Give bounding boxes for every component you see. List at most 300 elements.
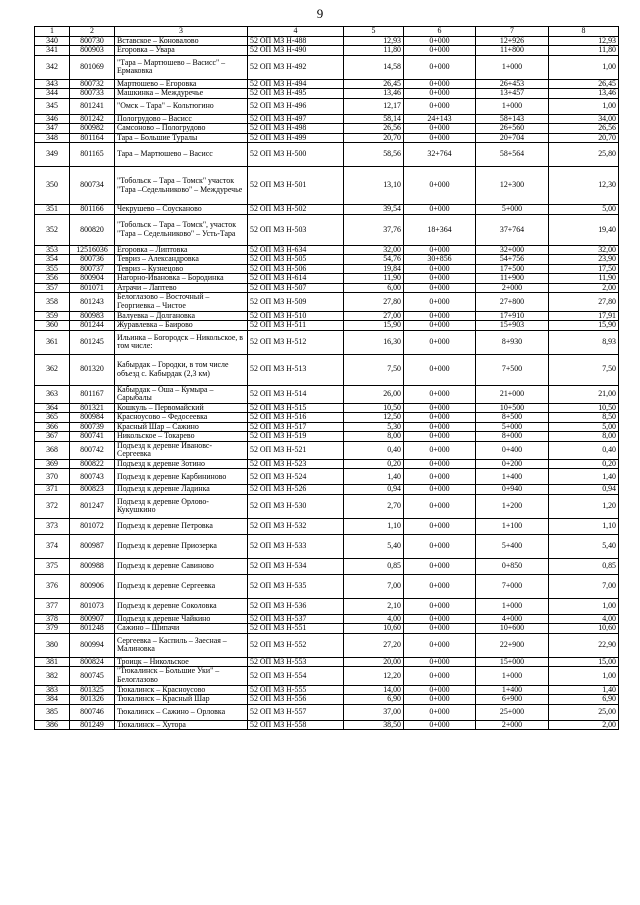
start-km-cell: 0+000 — [404, 518, 476, 534]
road-id-cell: 800984 — [70, 413, 115, 423]
length-cell: 32,00 — [549, 245, 619, 255]
end-km-cell: 11+800 — [476, 46, 549, 56]
road-name-cell: Сажино – Шипачи — [115, 624, 248, 634]
table-row — [35, 293, 619, 311]
row-number-cell: 366 — [35, 422, 70, 432]
end-km-cell: 15+903 — [476, 321, 549, 331]
road-code-cell: 52 ОП МЗ Н-537 — [248, 614, 344, 624]
length-cell: 12,30 — [549, 167, 619, 205]
road-code-cell: 52 ОП МЗ Н-513 — [248, 354, 344, 385]
road-id-cell: 800906 — [70, 574, 115, 598]
length-cell: 15,90 — [549, 321, 619, 331]
length-cell: 6,90 — [549, 695, 619, 705]
row-number-cell: 384 — [35, 695, 70, 705]
road-name-cell: "Тобольск – Тара – Томск" участок "Тара –Седельниково" – Междуречье — [115, 167, 248, 205]
table-row — [35, 403, 619, 413]
road-id-cell: 801072 — [70, 518, 115, 534]
road-code-cell: 52 ОП МЗ Н-555 — [248, 685, 344, 695]
total-length-cell: 12,93 — [344, 36, 404, 46]
total-length-cell: 54,76 — [344, 255, 404, 265]
road-name-cell: Тара – Большие Туралы — [115, 133, 248, 143]
road-code-cell: 52 ОП МЗ Н-521 — [248, 441, 344, 459]
row-number-cell: 341 — [35, 46, 70, 56]
total-length-cell: 0,85 — [344, 558, 404, 574]
road-name-cell: Сергеевка – Каспиль – Заесная – Малиновка — [115, 633, 248, 657]
end-km-cell: 1+000 — [476, 55, 549, 79]
road-name-cell: Никольское – Токарево — [115, 432, 248, 442]
total-length-cell: 2,10 — [344, 598, 404, 614]
row-number-cell: 349 — [35, 143, 70, 167]
start-km-cell: 0+000 — [404, 264, 476, 274]
row-number-cell: 360 — [35, 321, 70, 331]
road-name-cell: Тюкалинск – Хутора — [115, 720, 248, 730]
road-id-cell: 800732 — [70, 79, 115, 89]
start-km-cell: 0+000 — [404, 657, 476, 667]
total-length-cell: 0,40 — [344, 441, 404, 459]
row-number-cell: 350 — [35, 167, 70, 205]
road-code-cell: 52 ОП МЗ Н-514 — [248, 385, 344, 403]
road-name-cell: Подъезд к деревне Чайкино — [115, 614, 248, 624]
end-km-cell: 26+453 — [476, 79, 549, 89]
start-km-cell: 30+856 — [404, 255, 476, 265]
road-id-cell: 800745 — [70, 667, 115, 685]
end-km-cell: 6+900 — [476, 695, 549, 705]
table-row — [35, 89, 619, 99]
road-name-cell: Тюкалинск – Красный Шар — [115, 695, 248, 705]
road-code-cell: 52 ОП МЗ Н-495 — [248, 89, 344, 99]
start-km-cell: 0+000 — [404, 354, 476, 385]
total-length-cell: 12,17 — [344, 98, 404, 114]
length-cell: 1,20 — [549, 494, 619, 518]
road-id-cell: 800742 — [70, 441, 115, 459]
road-id-cell: 801071 — [70, 283, 115, 293]
road-id-cell: 801166 — [70, 205, 115, 215]
total-length-cell: 14,58 — [344, 55, 404, 79]
header-cell: 1 — [35, 27, 70, 37]
total-length-cell: 5,40 — [344, 534, 404, 558]
table-row — [35, 413, 619, 423]
header-cell: 2 — [70, 27, 115, 37]
row-number-cell: 381 — [35, 657, 70, 667]
road-name-cell: Атрачи – Лаптево — [115, 283, 248, 293]
end-km-cell: 8+000 — [476, 432, 549, 442]
table-row — [35, 695, 619, 705]
start-km-cell: 0+000 — [404, 614, 476, 624]
road-code-cell: 52 ОП МЗ Н-558 — [248, 720, 344, 730]
table-row — [35, 255, 619, 265]
road-id-cell: 801249 — [70, 720, 115, 730]
row-number-cell: 369 — [35, 459, 70, 469]
end-km-cell: 25+000 — [476, 704, 549, 720]
row-number-cell: 373 — [35, 518, 70, 534]
table-row — [35, 485, 619, 495]
total-length-cell: 6,00 — [344, 283, 404, 293]
road-name-cell: Кабырдак – Городки, в том числе объезд с. Кабырдак (2,3 км) — [115, 354, 248, 385]
row-number-cell: 375 — [35, 558, 70, 574]
table-row — [35, 311, 619, 321]
start-km-cell: 0+000 — [404, 133, 476, 143]
start-km-cell: 18+364 — [404, 214, 476, 245]
end-km-cell: 11+900 — [476, 274, 549, 284]
road-name-cell: Подъезд к деревне Карбининово — [115, 469, 248, 485]
length-cell: 0,40 — [549, 441, 619, 459]
total-length-cell: 19,84 — [344, 264, 404, 274]
road-code-cell: 52 ОП МЗ Н-516 — [248, 413, 344, 423]
road-id-cell: 800822 — [70, 459, 115, 469]
length-cell: 1,10 — [549, 518, 619, 534]
road-code-cell: 52 ОП МЗ Н-494 — [248, 79, 344, 89]
road-code-cell: 52 ОП МЗ Н-506 — [248, 264, 344, 274]
table-row — [35, 214, 619, 245]
road-id-cell: 800904 — [70, 274, 115, 284]
end-km-cell: 12+926 — [476, 36, 549, 46]
table-row — [35, 667, 619, 685]
page-number: 9 — [316, 6, 324, 21]
length-cell: 8,00 — [549, 432, 619, 442]
start-km-cell: 0+000 — [404, 598, 476, 614]
road-id-cell: 801241 — [70, 98, 115, 114]
road-name-cell: Подъезд к деревне Зотино — [115, 459, 248, 469]
road-id-cell: 801326 — [70, 695, 115, 705]
start-km-cell: 0+000 — [404, 574, 476, 598]
start-km-cell: 0+000 — [404, 283, 476, 293]
road-name-cell: Тюкалинск – Сажино – Орловка — [115, 704, 248, 720]
start-km-cell: 0+000 — [404, 55, 476, 79]
total-length-cell: 16,30 — [344, 330, 404, 354]
start-km-cell: 0+000 — [404, 624, 476, 634]
total-length-cell: 8,00 — [344, 432, 404, 442]
road-name-cell: Подъезд к деревне Петровка — [115, 518, 248, 534]
road-code-cell: 52 ОП МЗ Н-512 — [248, 330, 344, 354]
road-name-cell: Подъезд к деревне Ивановс-Сергеевка — [115, 441, 248, 459]
road-name-cell: Тюкалинск – Красноусово — [115, 685, 248, 695]
road-code-cell: 52 ОП МЗ Н-519 — [248, 432, 344, 442]
end-km-cell: 1+400 — [476, 685, 549, 695]
end-km-cell: 1+100 — [476, 518, 549, 534]
road-id-cell: 801248 — [70, 624, 115, 634]
road-code-cell: 52 ОП МЗ Н-498 — [248, 124, 344, 134]
road-id-cell: 801073 — [70, 598, 115, 614]
total-length-cell: 1,40 — [344, 469, 404, 485]
start-km-cell: 0+000 — [404, 413, 476, 423]
end-km-cell: 5+400 — [476, 534, 549, 558]
road-id-cell: 801320 — [70, 354, 115, 385]
start-km-cell: 0+000 — [404, 205, 476, 215]
road-name-cell: Журавлевка – Баирово — [115, 321, 248, 331]
header-cell: 4 — [248, 27, 344, 37]
start-km-cell: 0+000 — [404, 124, 476, 134]
road-code-cell: 52 ОП МЗ Н-552 — [248, 633, 344, 657]
length-cell: 13,46 — [549, 89, 619, 99]
end-km-cell: 0+940 — [476, 485, 549, 495]
row-number-cell: 361 — [35, 330, 70, 354]
start-km-cell: 0+000 — [404, 422, 476, 432]
row-number-cell: 345 — [35, 98, 70, 114]
road-id-cell: 800907 — [70, 614, 115, 624]
total-length-cell: 0,94 — [344, 485, 404, 495]
total-length-cell: 38,50 — [344, 720, 404, 730]
row-number-cell: 385 — [35, 704, 70, 720]
road-id-cell: 800988 — [70, 558, 115, 574]
row-number-cell: 358 — [35, 293, 70, 311]
row-number-cell: 365 — [35, 413, 70, 423]
row-number-cell: 353 — [35, 245, 70, 255]
length-cell: 23,90 — [549, 255, 619, 265]
start-km-cell: 0+000 — [404, 469, 476, 485]
road-id-cell: 801325 — [70, 685, 115, 695]
road-name-cell: Подъезд к деревне Орлово-Кукушкино — [115, 494, 248, 518]
length-cell: 2,00 — [549, 283, 619, 293]
road-name-cell: "Тюкалинск – Большие Уки" – Белоглазово — [115, 667, 248, 685]
row-number-cell: 343 — [35, 79, 70, 89]
table-row — [35, 143, 619, 167]
table-row — [35, 98, 619, 114]
start-km-cell: 0+000 — [404, 441, 476, 459]
end-km-cell: 8+500 — [476, 413, 549, 423]
length-cell: 10,50 — [549, 403, 619, 413]
road-code-cell: 52 ОП МЗ Н-511 — [248, 321, 344, 331]
table-row — [35, 459, 619, 469]
road-name-cell: Подъезд к деревне Соколовка — [115, 598, 248, 614]
length-cell: 21,00 — [549, 385, 619, 403]
start-km-cell: 0+000 — [404, 704, 476, 720]
end-km-cell: 0+850 — [476, 558, 549, 574]
road-name-cell: Чекрушево – Соусканово — [115, 205, 248, 215]
road-id-cell: 800982 — [70, 124, 115, 134]
road-code-cell: 52 ОП МЗ Н-554 — [248, 667, 344, 685]
road-id-cell: 800823 — [70, 485, 115, 495]
road-name-cell: "Тобольск – Тара – Томск", участок "Тара – Седельниково" – Усть-Тара — [115, 214, 248, 245]
row-number-cell: 386 — [35, 720, 70, 730]
row-number-cell: 340 — [35, 36, 70, 46]
end-km-cell: 0+200 — [476, 459, 549, 469]
length-cell: 34,00 — [549, 114, 619, 124]
road-code-cell: 52 ОП МЗ Н-510 — [248, 311, 344, 321]
end-km-cell: 10+600 — [476, 624, 549, 634]
end-km-cell: 21+000 — [476, 385, 549, 403]
road-name-cell: Тара – Мартюшево – Васисс — [115, 143, 248, 167]
total-length-cell: 7,50 — [344, 354, 404, 385]
end-km-cell: 5+000 — [476, 205, 549, 215]
length-cell: 5,00 — [549, 205, 619, 215]
total-length-cell: 1,10 — [344, 518, 404, 534]
road-id-cell: 800994 — [70, 633, 115, 657]
length-cell: 5,40 — [549, 534, 619, 558]
end-km-cell: 1+400 — [476, 469, 549, 485]
table-row — [35, 469, 619, 485]
length-cell: 19,40 — [549, 214, 619, 245]
length-cell: 12,93 — [549, 36, 619, 46]
road-id-cell: 801165 — [70, 143, 115, 167]
row-number-cell: 362 — [35, 354, 70, 385]
start-km-cell: 0+000 — [404, 485, 476, 495]
end-km-cell: 10+500 — [476, 403, 549, 413]
length-cell: 17,91 — [549, 311, 619, 321]
road-name-cell: Егоровка – Уварa — [115, 46, 248, 56]
table-row — [35, 518, 619, 534]
row-number-cell: 348 — [35, 133, 70, 143]
start-km-cell: 0+000 — [404, 321, 476, 331]
end-km-cell: 20+704 — [476, 133, 549, 143]
length-cell: 25,80 — [549, 143, 619, 167]
row-number-cell: 367 — [35, 432, 70, 442]
length-cell: 27,80 — [549, 293, 619, 311]
road-code-cell: 52 ОП МЗ Н-553 — [248, 657, 344, 667]
road-name-cell: Красный Шар – Сажино — [115, 422, 248, 432]
row-number-cell: 380 — [35, 633, 70, 657]
table-row — [35, 55, 619, 79]
road-name-cell: Подъезд к деревне Ладинка — [115, 485, 248, 495]
length-cell: 2,00 — [549, 720, 619, 730]
road-id-cell: 801243 — [70, 293, 115, 311]
road-code-cell: 52 ОП МЗ Н-509 — [248, 293, 344, 311]
table-row — [35, 534, 619, 558]
total-length-cell: 6,90 — [344, 695, 404, 705]
row-number-cell: 346 — [35, 114, 70, 124]
road-code-cell: 52 ОП МЗ Н-496 — [248, 98, 344, 114]
road-name-cell: "Омск – Тара" – Кольтюгино — [115, 98, 248, 114]
table-row — [35, 624, 619, 634]
total-length-cell: 11,80 — [344, 46, 404, 56]
header-cell: 8 — [549, 27, 619, 37]
end-km-cell: 0+400 — [476, 441, 549, 459]
length-cell: 11,90 — [549, 274, 619, 284]
row-number-cell: 374 — [35, 534, 70, 558]
start-km-cell: 0+000 — [404, 89, 476, 99]
road-code-cell: 52 ОП МЗ Н-536 — [248, 598, 344, 614]
table-row — [35, 685, 619, 695]
table-row — [35, 46, 619, 56]
table-row — [35, 704, 619, 720]
length-cell: 17,50 — [549, 264, 619, 274]
start-km-cell: 0+000 — [404, 245, 476, 255]
total-length-cell: 58,14 — [344, 114, 404, 124]
start-km-cell: 0+000 — [404, 494, 476, 518]
start-km-cell: 0+000 — [404, 720, 476, 730]
road-code-cell: 52 ОП МЗ Н-556 — [248, 695, 344, 705]
table-row — [35, 264, 619, 274]
road-id-cell: 801069 — [70, 55, 115, 79]
length-cell: 0,20 — [549, 459, 619, 469]
length-cell: 1,40 — [549, 685, 619, 695]
road-name-cell: Вставское – Коновалово — [115, 36, 248, 46]
road-id-cell: 801244 — [70, 321, 115, 331]
road-id-cell: 800737 — [70, 264, 115, 274]
row-number-cell: 357 — [35, 283, 70, 293]
road-code-cell: 52 ОП МЗ Н-551 — [248, 624, 344, 634]
total-length-cell: 13,10 — [344, 167, 404, 205]
road-code-cell: 52 ОП МЗ Н-517 — [248, 422, 344, 432]
table-row — [35, 720, 619, 730]
table-body — [35, 36, 619, 730]
table-row — [35, 574, 619, 598]
table-row — [35, 432, 619, 442]
length-cell: 26,45 — [549, 79, 619, 89]
row-number-cell: 359 — [35, 311, 70, 321]
end-km-cell: 7+500 — [476, 354, 549, 385]
total-length-cell: 39,54 — [344, 205, 404, 215]
road-code-cell: 52 ОП МЗ Н-500 — [248, 143, 344, 167]
total-length-cell: 27,00 — [344, 311, 404, 321]
road-id-cell: 800903 — [70, 46, 115, 56]
total-length-cell: 13,46 — [344, 89, 404, 99]
length-cell: 8,50 — [549, 413, 619, 423]
total-length-cell: 2,70 — [344, 494, 404, 518]
road-code-cell: 52 ОП МЗ Н-505 — [248, 255, 344, 265]
total-length-cell: 26,56 — [344, 124, 404, 134]
row-number-cell: 342 — [35, 55, 70, 79]
row-number-cell: 376 — [35, 574, 70, 598]
road-id-cell: 12516036 — [70, 245, 115, 255]
length-cell: 1,00 — [549, 598, 619, 614]
road-name-cell: Подъезд к деревне Савиново — [115, 558, 248, 574]
row-number-cell: 354 — [35, 255, 70, 265]
road-code-cell: 52 ОП МЗ Н-507 — [248, 283, 344, 293]
table-row — [35, 558, 619, 574]
start-km-cell: 0+000 — [404, 633, 476, 657]
total-length-cell: 12,50 — [344, 413, 404, 423]
length-cell: 8,93 — [549, 330, 619, 354]
start-km-cell: 0+000 — [404, 46, 476, 56]
road-id-cell: 801167 — [70, 385, 115, 403]
road-code-cell: 52 ОП МЗ Н-533 — [248, 534, 344, 558]
row-number-cell: 383 — [35, 685, 70, 695]
header-row — [35, 27, 619, 37]
length-cell: 15,00 — [549, 657, 619, 667]
length-cell: 1,00 — [549, 98, 619, 114]
total-length-cell: 10,60 — [344, 624, 404, 634]
end-km-cell: 58+564 — [476, 143, 549, 167]
road-id-cell: 801242 — [70, 114, 115, 124]
road-code-cell: 52 ОП МЗ Н-503 — [248, 214, 344, 245]
start-km-cell: 0+000 — [404, 311, 476, 321]
road-code-cell: 52 ОП МЗ Н-614 — [248, 274, 344, 284]
table-row — [35, 330, 619, 354]
road-name-cell: Ильинка – Богородск – Никольское, в том числе: — [115, 330, 248, 354]
end-km-cell: 17+910 — [476, 311, 549, 321]
road-id-cell: 800824 — [70, 657, 115, 667]
table-row — [35, 657, 619, 667]
road-id-cell: 800987 — [70, 534, 115, 558]
table-row — [35, 633, 619, 657]
length-cell: 1,00 — [549, 667, 619, 685]
length-cell: 1,00 — [549, 55, 619, 79]
road-id-cell: 800820 — [70, 214, 115, 245]
start-km-cell: 0+000 — [404, 79, 476, 89]
table-row — [35, 133, 619, 143]
start-km-cell: 0+000 — [404, 534, 476, 558]
road-name-cell: Белоглазово – Восточный – Георгиевка – Чистое — [115, 293, 248, 311]
header-cell: 7 — [476, 27, 549, 37]
road-code-cell: 52 ОП МЗ Н-497 — [248, 114, 344, 124]
total-length-cell: 5,30 — [344, 422, 404, 432]
end-km-cell: 54+756 — [476, 255, 549, 265]
road-id-cell: 800739 — [70, 422, 115, 432]
total-length-cell: 7,00 — [344, 574, 404, 598]
row-number-cell: 378 — [35, 614, 70, 624]
table-row — [35, 385, 619, 403]
row-number-cell: 379 — [35, 624, 70, 634]
table-row — [35, 124, 619, 134]
table-row — [35, 354, 619, 385]
end-km-cell: 27+800 — [476, 293, 549, 311]
header-cell: 6 — [404, 27, 476, 37]
row-number-cell: 371 — [35, 485, 70, 495]
row-number-cell: 368 — [35, 441, 70, 459]
road-id-cell: 800983 — [70, 311, 115, 321]
length-cell: 11,80 — [549, 46, 619, 56]
road-code-cell: 52 ОП МЗ Н-523 — [248, 459, 344, 469]
